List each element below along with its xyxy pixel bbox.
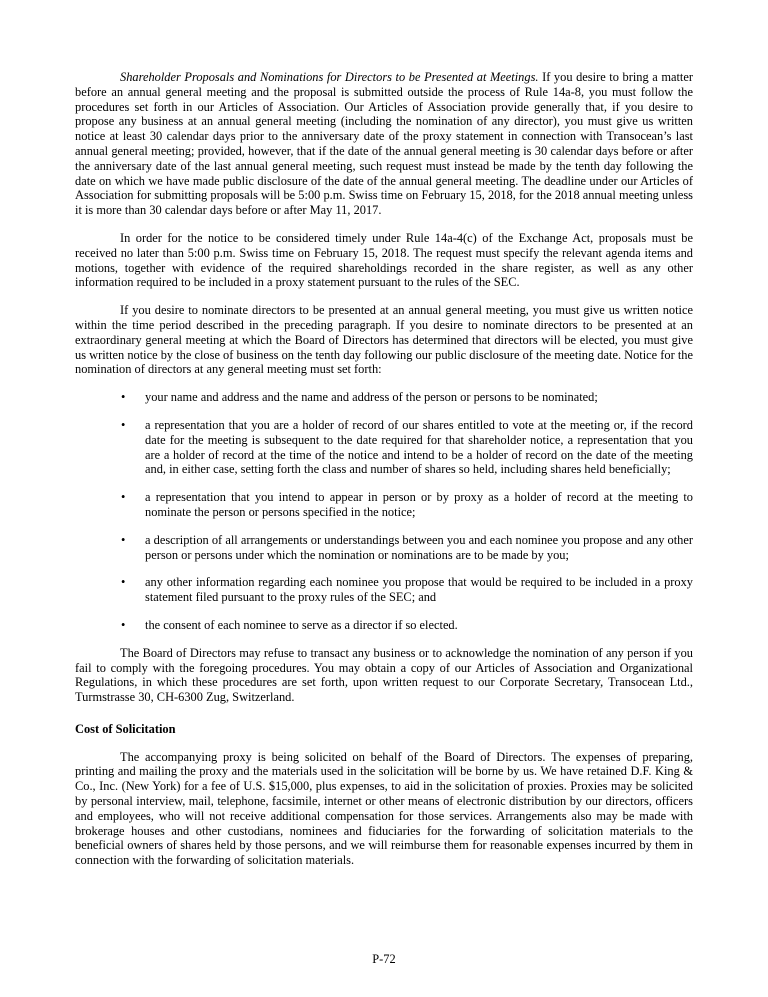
section-heading-cost-of-solicitation: Cost of Solicitation — [75, 721, 176, 736]
paragraph-nominate-directors: If you desire to nominate directors to be presented at an annual general meeting, you must give us written notice within the time period described in the preceding paragraph. If you desire to nominate directors to be presented at an extraordinary general meeting at which the Board of Directors has determined that directors will be elected, you must give us written notice by the close of business on the tenth day following our public disclosure of the meeting date. Notice for the nomination of directors at any general meeting must set forth: — [75, 303, 693, 377]
bullet-icon: • — [121, 532, 126, 547]
paragraph-shareholder-proposals — [75, 70, 693, 218]
nomination-requirements-list — [75, 390, 693, 633]
page-number: P-72 — [372, 952, 396, 967]
bullet-icon: • — [121, 390, 126, 405]
paragraph-lead-body: If you desire to bring a matter before an annual general meeting and the proposal is submitted outside the process of Rule 14a-8, you must follow the procedures set forth in our Articles of Association. Our Articles of Association provide generally that, if you desire to propose any business at an annual general meeting (including the nomination of any director), you must give us written notice at least 30 calendar days prior to the anniversary date of the proxy statement in connection with Transocean’s last annual general meeting; provided, however, that if the date of the annual general meeting is 30 calendar days before or after the anniversary date of the last annual general meeting, such request must instead be made by the tenth day following the date on which we have made public disclosure of the date of the annual general meeting. The deadline under our Articles of Association for submitting proposals will be 5:00 p.m. Swiss time on February 15, 2018, for the 2018 annual meeting unless it is more than 30 calendar days before or after May 11, 2017. — [75, 70, 693, 218]
paragraph-cost-of-solicitation: The accompanying proxy is being solicited on behalf of the Board of Directors. The expenses of preparing, printing and mailing the proxy and the materials used in the solicitation will be borne by us. We have retained D.F. King & Co., Inc. (New York) for a fee of U.S. $15,000, plus expenses, to aid in the solicitation of proxies. Proxies may be solicited by personal interview, mail, telephone, facsimile, internet or other means of electronic distribution by our directors, officers and employees, who will not receive additional compensation for those services. Arrangements also may be made with brokerage houses and other custodians, nominees and fiduciaries for the forwarding of solicitation materials to the beneficial owners of shares held by those persons, and we will reimburse them for reasonable expenses incurred by them in connection with the forwarding of solicitation materials. — [75, 749, 693, 868]
list-item — [75, 418, 693, 477]
list-item-text: your name and address and the name and address of the person or persons to be nominated; — [145, 390, 598, 405]
list-item-text: the consent of each nominee to serve as a director if so elected. — [145, 617, 458, 632]
list-item — [75, 575, 693, 605]
paragraph-board-refusal: The Board of Directors may refuse to transact any business or to acknowledge the nomination of any person if you fail to comply with the foregoing procedures. You may obtain a copy of our Articles of Association and Organizational Regulations, in which these procedures are set forth, upon written request to our Corporate Secretary, Transocean Ltd., Turmstrasse 30, CH-6300 Zug, Switzerland. — [75, 645, 693, 705]
paragraph-timely-notice: In order for the notice to be considered timely under Rule 14a-4(c) of the Exchange Act, proposals must be received no later than 5:00 p.m. Swiss time on February 15, 2018. The request must specify the relevant agenda items and motions, together with evidence of the required shareholdings recorded in the share register, as well as any other information required to be included in a proxy statement pursuant to the rules of the SEC. — [75, 230, 693, 290]
bullet-icon: • — [121, 417, 126, 432]
bullet-icon: • — [121, 617, 126, 632]
bullet-icon: • — [121, 575, 126, 590]
list-item-text: a representation that you are a holder of record of our shares entitled to vote at the meeting or, if the record date for the meeting is subsequent to the date required for that shareholder notice, a representation that you are a holder of record at the time of the notice and intend to be a holder of record on the date of the meeting and, in either case, setting forth the class and number of shares so held, including shares held beneficially; — [145, 417, 693, 477]
list-item-text: a description of all arrangements or understandings between you and each nominee you propose and any other person or persons under which the nomination or nominations are to be made by you; — [145, 532, 693, 562]
list-item-text: a representation that you intend to appear in person or by proxy as a holder of record at the meeting to nominate the person or persons specified in the notice; — [145, 490, 693, 519]
list-item — [75, 390, 693, 405]
list-item — [75, 490, 693, 520]
list-item — [75, 533, 693, 563]
bullet-icon: • — [121, 490, 126, 505]
list-item — [75, 618, 693, 633]
paragraph-lead-italic: Shareholder Proposals and Nominations for Directors to be Presented at Meetings. — [120, 70, 539, 84]
list-item-text: any other information regarding each nominee you propose that would be required to be included in a proxy statement filed pursuant to the proxy rules of the SEC; and — [145, 575, 693, 605]
